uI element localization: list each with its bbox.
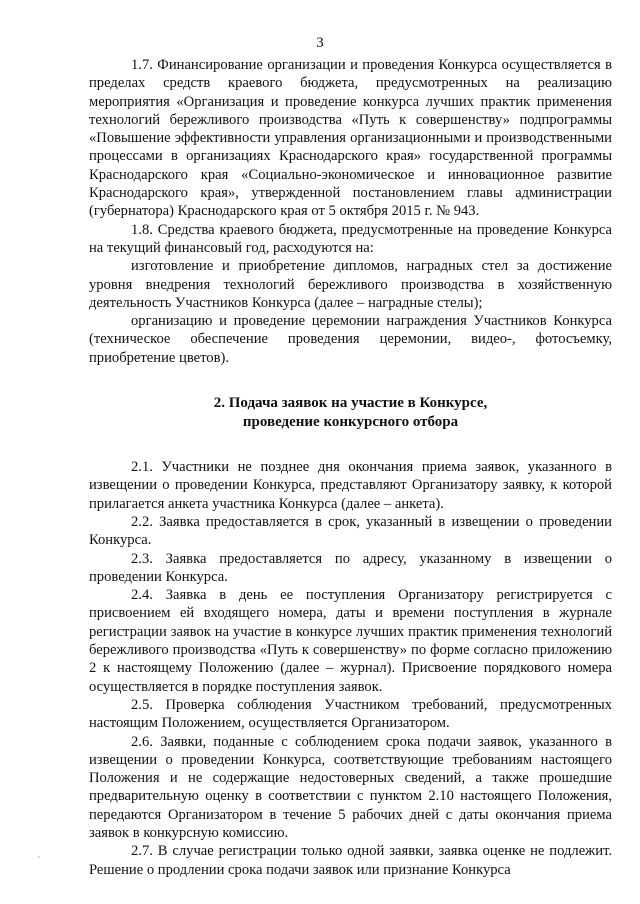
section-heading <box>89 394 612 431</box>
paragraph-2-7: 2.7. В случае регистрации только одной заявки, заявка оценке не подлежит. Решение о продлении срока подачи заявок или признание Конкурса <box>89 843 612 878</box>
paragraph-2-4: 2.4. Заявка в день ее поступления Организатору регистрируется с присвоением ей входящего номера, даты и времени поступления в журнале регистрации заявок на участие в конкурсе лучших практик применения технологий бережливого производства «Путь к совершенству» по форме согласно приложению 2 к настоящему Положению (далее – журнал). Присвоение порядкового номера осуществляется в порядке поступления заявок. <box>89 587 612 695</box>
paragraph-2-6: 2.6. Заявки, поданные с соблюдением срока подачи заявок, указанного в извещении о проведении Конкурса, соответствующие требованиям настоящего Положения и не содержащие недостоверных сведений, а также прошедшие предварительную оценку в соответствии с пунктом 2.10 настоящего Положения, передаются Организатором в течение 5 рабочих дней с даты окончания приема заявок в конкурсную комиссию. <box>89 733 612 841</box>
paragraph-1-8: 1.8. Средства краевого бюджета, предусмотренные на проведение Конкурса на текущий финансовый год, расходуются на: <box>89 221 612 256</box>
paragraph-2-3: 2.3. Заявка предоставляется по адресу, указанному в извещении о проведении Конкурса. <box>89 550 612 585</box>
paragraph-1-8-item-ceremony: организацию и проведение церемонии награждения Участников Конкурса (техническое обеспечение проведения церемонии, видео-, фотосъемку, приобретение цветов). <box>89 313 612 366</box>
section-heading-line-1: 2. Подача заявок на участие в Конкурсе, <box>213 395 488 412</box>
paragraph-1-7: 1.7. Финансирование организации и проведения Конкурса осуществляется в пределах средств краевого бюджета, предусмотренных на реализацию мероприятия «Организация и проведение конкурса лучших практик применения технологий бережливого производства «Путь к совершенству» подпрограммы «Повышение эффективности управления организационными и производственными процессами в организациях Краснодарского края» государственной программы Краснодарского края «Социально-экономическое и инновационное развитие Краснодарского края», утвержденной постановлением главы администрации (губернатора) Краснодарского края от 5 октября 2015 г. № 943. <box>89 57 612 220</box>
scan-speck <box>38 856 40 858</box>
paragraph-2-1: 2.1. Участники не позднее дня окончания приема заявок, указанного в извещении о проведении Конкурса, представляют Организатору заявку, к которой прилагается анкета участника Конкурса (далее – анкета). <box>89 459 612 512</box>
paragraph-2-5: 2.5. Проверка соблюдения Участником требований, предусмотренных настоящим Положением, осуществляется Организатором. <box>89 696 612 732</box>
document-body <box>89 56 612 879</box>
page-number: 3 <box>316 35 324 51</box>
paragraph-2-2: 2.2. Заявка предоставляется в срок, указанный в извещении о проведении Конкурса. <box>89 513 612 549</box>
section-heading-line-2: проведение конкурсного отбора <box>242 413 459 430</box>
paragraph-1-8-item-awards: изготовление и приобретение дипломов, наградных стел за достижение уровня внедрения технологий бережливого производства в хозяйственную деятельность Участников Конкурса (далее – наградные стелы); <box>89 258 612 311</box>
